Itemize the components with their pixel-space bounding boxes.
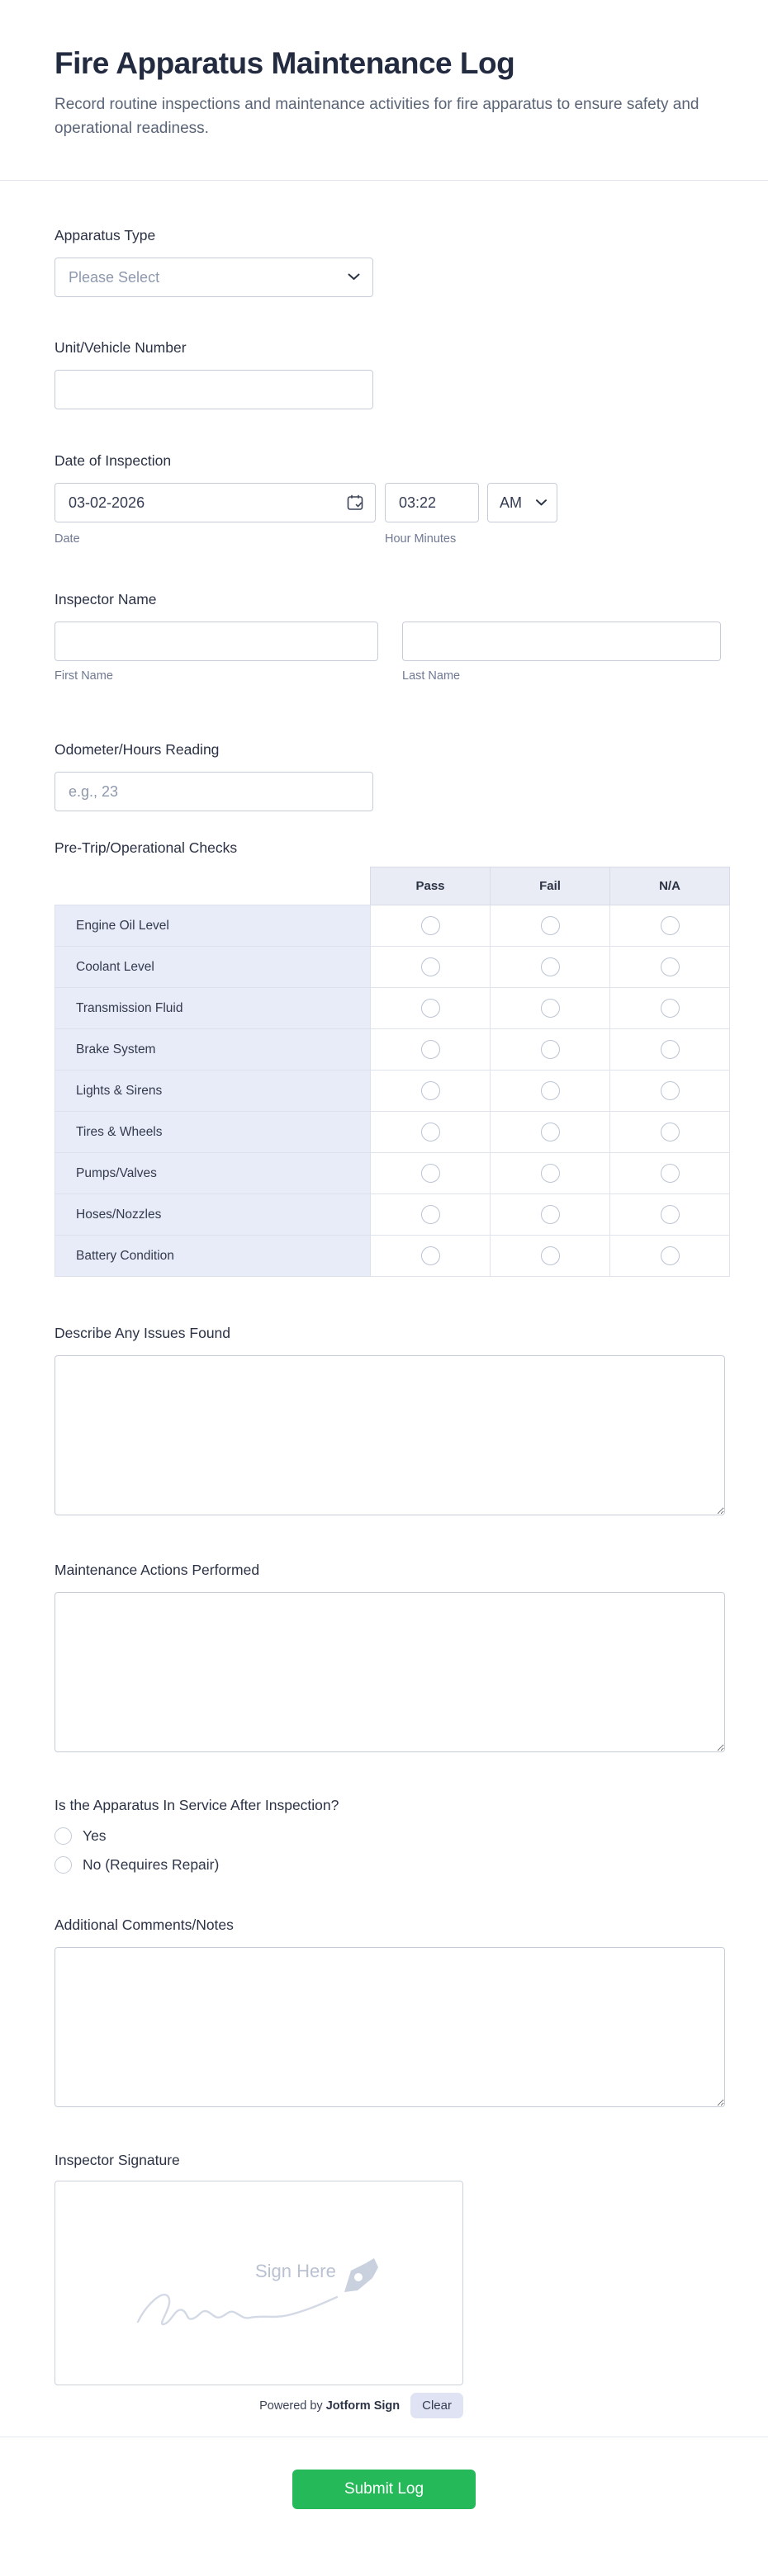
check-row [55,1153,730,1194]
field-comments [55,1917,727,2107]
radio-na[interactable] [661,1040,680,1059]
field-inspection-date [55,452,727,546]
field-maintenance [55,1562,727,1752]
matrix-row-label: Pumps/Valves [55,1153,371,1194]
ampm-select[interactable] [487,483,557,522]
odometer-input[interactable] [55,772,373,811]
check-row [55,1029,730,1071]
matrix-col-header-fail: Fail [491,867,610,905]
checks-matrix-table [55,867,730,1277]
checks-label: Pre-Trip/Operational Checks [55,839,238,856]
submit-bar [0,2437,768,2559]
page-title: Fire Apparatus Maintenance Log [55,46,515,80]
radio-na[interactable] [661,1164,680,1183]
field-in-service [55,1797,727,1874]
radio-pass[interactable] [421,1081,440,1100]
name-row [55,622,727,683]
maintenance-label: Maintenance Actions Performed [55,1562,260,1578]
radio-pass[interactable] [421,1246,440,1265]
field-odometer [55,741,727,811]
radio-pass[interactable] [421,1123,440,1141]
date-input-wrap [55,483,376,522]
check-row [55,905,730,947]
matrix-row-label: Brake System [55,1029,371,1071]
radio-na[interactable] [661,1081,680,1100]
field-issues [55,1325,727,1515]
check-row [55,1236,730,1277]
in-service-label: Is the Apparatus In Service After Inspection? [55,1797,339,1813]
radio-pass[interactable] [421,957,440,976]
inspector-name-label: Inspector Name [55,591,157,607]
submit-button[interactable]: Submit Log [292,2470,476,2509]
unit-number-input[interactable] [55,370,373,409]
apparatus-type-select[interactable] [55,258,373,297]
in-service-option-no[interactable] [55,1856,727,1874]
time-sublabel: Hour Minutes [385,532,457,546]
radio-na[interactable] [661,1246,680,1265]
date-input[interactable] [55,483,376,522]
matrix-row-label: Hoses/Nozzles [55,1194,371,1236]
issues-textarea[interactable] [55,1355,725,1515]
radio-fail[interactable] [541,999,560,1018]
signature-squiggle-icon [135,2285,342,2333]
unit-number-label: Unit/Vehicle Number [55,339,187,356]
comments-textarea[interactable] [55,1947,725,2107]
form-header [0,0,768,181]
signature-label: Inspector Signature [55,2152,180,2168]
date-sublabels [55,522,727,546]
signature-footer [55,2393,463,2418]
issues-label: Describe Any Issues Found [55,1325,231,1341]
radio-pass[interactable] [421,999,440,1018]
radio-na[interactable] [661,1205,680,1224]
radio-fail[interactable] [541,1081,560,1100]
last-name-col [402,622,721,683]
check-row [55,988,730,1029]
matrix-row-label: Transmission Fluid [55,988,371,1029]
radio-fail[interactable] [541,1205,560,1224]
matrix-row-label: Battery Condition [55,1236,371,1277]
time-input[interactable] [385,483,479,522]
calendar-icon[interactable] [345,493,365,517]
radio-na[interactable] [661,916,680,935]
check-row [55,1112,730,1153]
matrix-row-label: Lights & Sirens [55,1071,371,1112]
radio-no[interactable] [55,1856,72,1874]
clear-signature-button[interactable]: Clear [410,2393,463,2418]
check-row [55,1194,730,1236]
ampm-value: AM [500,494,522,511]
form-description: Record routine inspections and maintenance activities for fire apparatus to ensure safety and operational readiness. [55,95,699,137]
in-service-option-yes[interactable] [55,1827,727,1845]
option-label: No (Requires Repair) [83,1856,220,1873]
radio-pass[interactable] [421,916,440,935]
radio-fail[interactable] [541,1040,560,1059]
radio-fail[interactable] [541,916,560,935]
comments-label: Additional Comments/Notes [55,1917,234,1933]
date-sublabel: Date [55,532,80,546]
signature-pad[interactable] [55,2181,463,2385]
chevron-down-icon [348,270,360,285]
matrix-corner-cell [55,867,371,905]
matrix-header-row [55,867,730,905]
field-signature [55,2152,727,2418]
last-name-input[interactable] [402,622,721,661]
option-label: Yes [83,1827,107,1844]
sign-here-text: Sign Here [255,2261,336,2281]
radio-na[interactable] [661,1123,680,1141]
date-row [55,483,727,522]
radio-fail[interactable] [541,1246,560,1265]
radio-na[interactable] [661,957,680,976]
radio-pass[interactable] [421,1205,440,1224]
radio-na[interactable] [661,999,680,1018]
apparatus-type-placeholder: Please Select [69,268,160,286]
powered-by-brand: Jotform Sign [325,2399,401,2413]
radio-fail[interactable] [541,1164,560,1183]
matrix-col-header-na: N/A [610,867,730,905]
field-inspector-name [55,591,727,683]
powered-by-text [259,2399,400,2413]
radio-fail[interactable] [541,1123,560,1141]
signature-placeholder [135,2254,400,2337]
radio-pass[interactable] [421,1040,440,1059]
maintenance-textarea[interactable] [55,1592,725,1752]
matrix-row-label: Tires & Wheels [55,1112,371,1153]
last-name-sublabel: Last Name [402,669,461,683]
radio-yes[interactable] [55,1827,72,1845]
matrix-row-label: Engine Oil Level [55,905,371,947]
chevron-down-icon [536,495,547,510]
form-body [0,181,768,2418]
pen-nib-icon [336,2254,382,2304]
odometer-label: Odometer/Hours Reading [55,741,220,758]
apparatus-type-label: Apparatus Type [55,227,156,243]
field-unit-number [55,339,727,409]
field-apparatus-type [55,227,727,297]
inspection-date-label: Date of Inspection [55,452,172,469]
check-row [55,947,730,988]
first-name-input[interactable] [55,622,378,661]
powered-by-prefix: Powered by [259,2399,323,2413]
first-name-sublabel: First Name [55,669,113,683]
radio-fail[interactable] [541,957,560,976]
first-name-col [55,622,402,683]
radio-pass[interactable] [421,1164,440,1183]
check-row [55,1071,730,1112]
matrix-col-header-pass: Pass [371,867,491,905]
matrix-row-label: Coolant Level [55,947,371,988]
field-checks-matrix [55,839,727,1277]
